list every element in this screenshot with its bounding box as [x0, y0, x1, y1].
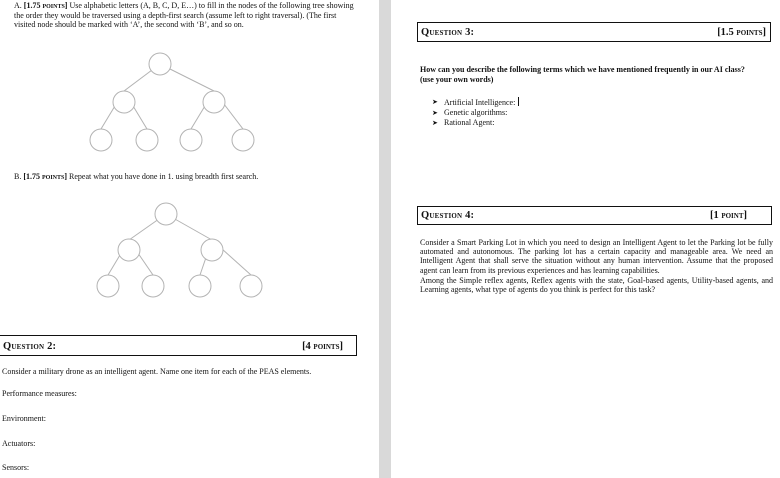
item-b-text — [14, 172, 354, 182]
peas-actuators-label: Actuators: — [2, 439, 36, 448]
item-b-letter: B. — [14, 172, 22, 181]
tree-node[interactable] — [136, 129, 158, 151]
question-4-paragraph-1: Consider a Smart Parking Lot in which you need to design an Intelligent Agent to let the Parking lot be fully automated and autonomous. The parking lot has a certain capacity and manageable area. We need an Intelligent Agent that shall serve the situation without any human intervention. Assume that the proposed agent can learn from its previous experiences and has learning capabilities. — [420, 238, 773, 275]
peas-performance-label: Performance measures: — [2, 389, 77, 398]
term-genetic-algorithms: Genetic algorithms: — [444, 108, 508, 117]
question-2-points: [4 points] — [302, 341, 343, 352]
tree-node[interactable] — [180, 129, 202, 151]
tree-node[interactable] — [232, 129, 254, 151]
text-cursor — [518, 97, 519, 106]
question-4-header — [417, 206, 772, 225]
document-page-left — [0, 0, 379, 478]
tree-node[interactable] — [97, 275, 119, 297]
question-3-header — [417, 22, 771, 42]
question-3-prompt-line-1: How can you describe the following terms which we have mentioned frequently in our AI class? — [420, 65, 745, 74]
tree-diagram-dfs — [86, 50, 266, 156]
list-item — [432, 97, 519, 108]
arrow-bullet-icon: ➤ — [432, 119, 438, 127]
item-a-letter: A. — [14, 1, 22, 10]
question-3-terms-list — [432, 97, 519, 128]
question-3-prompt-line-2: (use your own words) — [420, 74, 494, 84]
term-artificial-intelligence: Artificial Intelligence: — [444, 98, 516, 107]
question-3-title: Question 3: — [421, 27, 475, 38]
item-a-text — [14, 1, 354, 30]
item-a-instructions: Use alphabetic letters (A, B, C, D, E…) to fill in the nodes of the following tree showing the order they would be traversed using a depth-first search (assume left to right traversal). (The first visited node should be marked with ‘A’, the second with ‘B’, and so on. — [14, 1, 354, 29]
list-item — [432, 118, 519, 128]
question-2-header — [0, 335, 357, 356]
arrow-bullet-icon: ➤ — [432, 98, 438, 106]
item-a-points: [1.75 points] — [23, 1, 68, 10]
tree-node[interactable] — [142, 275, 164, 297]
question-4-title: Question 4: — [421, 210, 475, 221]
tree-node[interactable] — [149, 53, 171, 75]
question-4-paragraph-2: Among the Simple reflex agents, Reflex agents with the state, Goal-based agents, Utility-based agents, and Learning agents, what type of agents do you think is perfect for this task? — [420, 276, 773, 295]
tree-diagram-bfs — [93, 200, 273, 302]
term-rational-agent: Rational Agent: — [444, 118, 495, 127]
tree-node[interactable] — [240, 275, 262, 297]
peas-environment-label: Environment: — [2, 414, 46, 423]
question-3-prompt — [420, 65, 772, 84]
tree-node[interactable] — [189, 275, 211, 297]
question-2-title: Question 2: — [3, 341, 57, 352]
question-4-points: [1 point] — [709, 210, 747, 221]
question-2-prompt: Consider a military drone as an intelligent agent. Name one item for each of the PEAS elements. — [2, 367, 312, 376]
item-b-points: [1.75 points] — [23, 172, 68, 181]
tree-node[interactable] — [113, 91, 135, 113]
question-3-points: [1.5 points] — [717, 27, 766, 38]
tree-node[interactable] — [155, 203, 177, 225]
tree-node[interactable] — [203, 91, 225, 113]
list-item — [432, 108, 519, 118]
peas-sensors-label: Sensors: — [2, 463, 30, 472]
tree-node[interactable] — [90, 129, 112, 151]
item-b-instructions: Repeat what you have done in 1. using breadth first search. — [69, 172, 259, 181]
arrow-bullet-icon: ➤ — [432, 109, 438, 117]
tree-node[interactable] — [118, 239, 140, 261]
document-page-right — [391, 0, 780, 478]
tree-node[interactable] — [201, 239, 223, 261]
